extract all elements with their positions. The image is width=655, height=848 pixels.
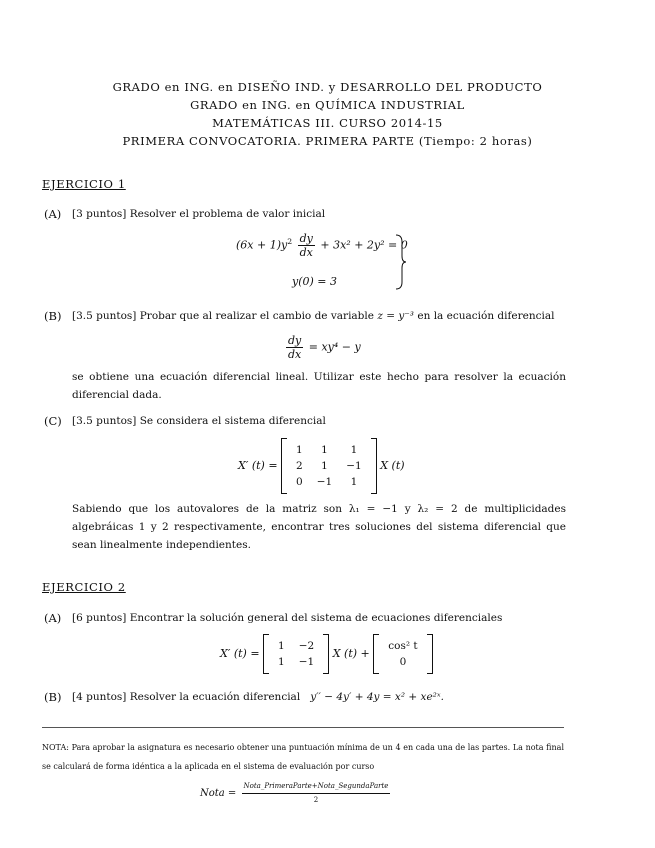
ej1-c-text: [3.5 puntos] Se considera el sistema diferencial [72, 415, 326, 427]
nota-formula [200, 780, 392, 807]
ej1-a-initial-condition: y(0) = 3 [292, 275, 338, 288]
ej2-a-label: (A) [44, 611, 62, 625]
ej1-b-text-a: [3.5 puntos] Probar que al realizar el cambio de variable [72, 310, 374, 322]
header-line-4: PRIMERA CONVOCATORIA. PRIMERA PARTE (Tiempo: 2 horas) [122, 134, 533, 148]
ej1-a-eq-left: (6x + 1)y [236, 238, 288, 252]
header-line-3: MATEMÁTICAS III. CURSO 2014-15 [212, 116, 443, 130]
nota-formula-den: 2 [313, 796, 319, 804]
nota-text: NOTA: Para aprobar la asignatura es necesario obtener una puntuación mínima de un 4 en cada una de las partes. La nota final se calculará de forma idéntica a la aplicada en el sistema de evaluación por curso [42, 743, 564, 771]
header-line-1: GRADO en ING. en DISEÑO IND. y DESARROLLO DEL PRODUCTO [112, 80, 543, 94]
ej2-b [44, 688, 566, 706]
ej2-b-label: (B) [44, 690, 62, 704]
ej1-c-label: (C) [44, 414, 62, 428]
ej1-b-eq-right: = xy⁴ − y [308, 340, 361, 354]
ej1-a-text: [3 puntos] Resolver el problema de valor inicial [72, 208, 326, 220]
ej1-a-eq-right: + 3x² + 2y² = 0 [320, 238, 408, 252]
nota-formula-fraction [242, 780, 391, 807]
header-line-2: GRADO en ING. en QUÍMICA INDUSTRIAL [190, 98, 465, 112]
ej1-b-label: (B) [44, 309, 62, 323]
matrix-3x3: 1 1 1 2 1 −1 0 −1 1 [281, 438, 377, 494]
ej1-b [44, 307, 566, 325]
ej1-a-equation: $(6x + 1)y^2$ $\frac{dy}{dx}$ + 3x² + 2y² = 0 [236, 232, 408, 259]
ej2-a-lhs: X′ (t) = [220, 647, 260, 660]
vector-2x1: cos² t 0 [373, 634, 432, 674]
ej2-a-equation [220, 634, 433, 674]
ej2-a-text: [6 puntos] Encontrar la solución general del sistema de ecuaciones diferenciales [72, 612, 503, 624]
ej2-a-mid: X (t) + [332, 647, 370, 660]
ej1-b-text2: se obtiene una ecuación diferencial lineal. Utilizar este hecho para resolver la ecuación diferencial dada. [72, 371, 566, 401]
ej1-b-equation [284, 334, 361, 361]
dy-dx-fraction: $\frac{dy}{dx}$ [299, 232, 313, 259]
matrix-2x2: 1 −2 1 −1 [263, 634, 329, 674]
ej1-c [44, 412, 566, 430]
ejercicio1-title: EJERCICIO 1 [42, 177, 126, 191]
ej1-c-rhs: X (t) [380, 459, 405, 472]
ej2-a [44, 609, 566, 627]
right-brace-icon [394, 234, 408, 290]
ej1-b-change: z = y⁻³ [377, 310, 415, 322]
ej1-c-equation [238, 438, 405, 494]
dy-dx-fraction-2: $\frac{dy}{dx}$ [288, 334, 302, 361]
ej1-c-text2: Sabiendo que los autovalores de la matriz son λ₁ = −1 y λ₂ = 2 de multiplicidades algebráicas 1 y 2 respectivamente, encontrar tres soluciones del sistema diferencial que sean linealmente independientes. [72, 503, 566, 551]
nota-formula-lhs: Nota = [200, 788, 237, 799]
ej1-a [44, 205, 566, 223]
ejercicio2-title: EJERCICIO 2 [42, 580, 126, 594]
ej2-b-text: [4 puntos] Resolver la ecuación diferencial [72, 691, 301, 703]
ej1-c-lhs: X′ (t) = [238, 459, 278, 472]
ej2-b-equation: y′′ − 4y′ + 4y = x² + xe²ˣ. [310, 691, 444, 703]
footer-divider [42, 727, 564, 728]
nota-formula-num: Nota_PrimeraParte+Nota_SegundaParte [242, 780, 391, 794]
ej1-b-text-b: en la ecuación diferencial [417, 310, 555, 322]
ej1-a-label: (A) [44, 207, 62, 221]
